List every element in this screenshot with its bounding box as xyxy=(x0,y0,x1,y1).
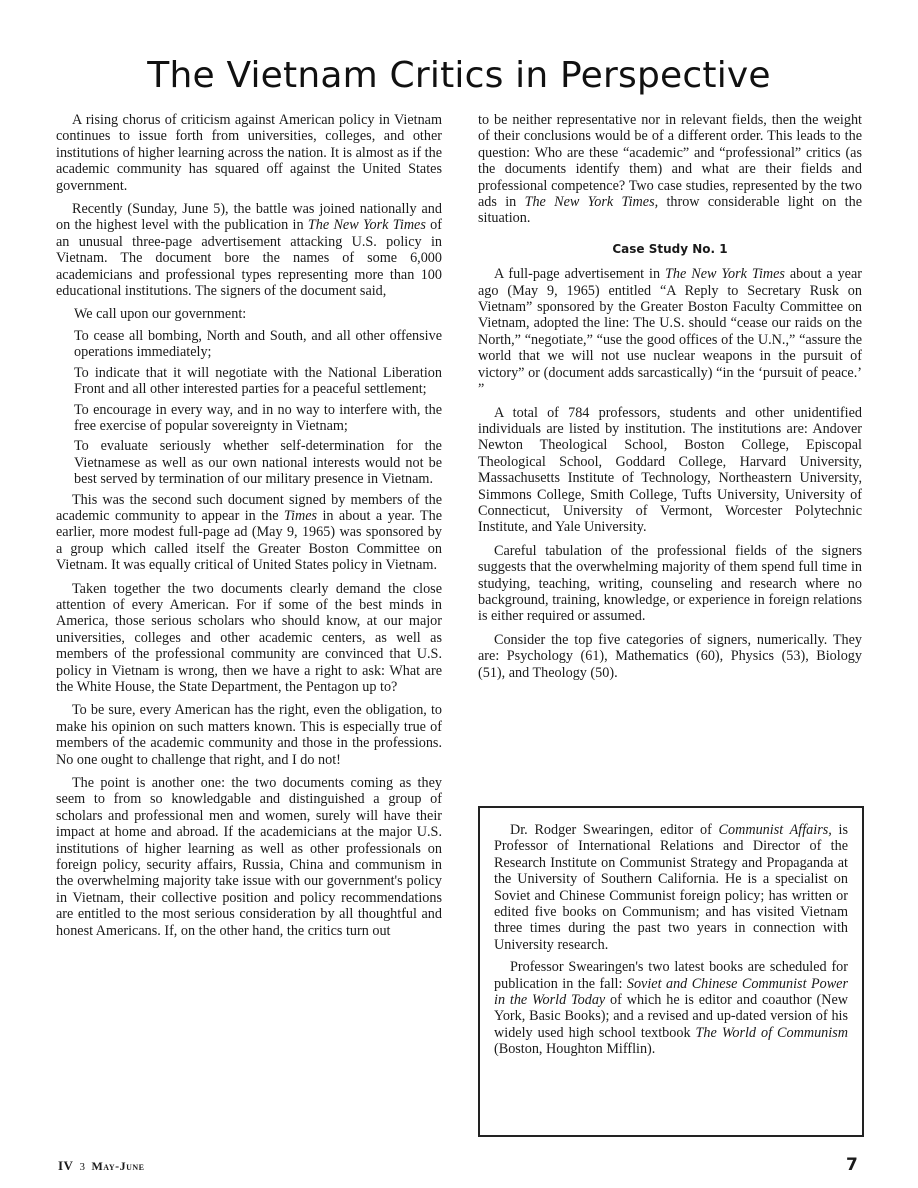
paragraph: Careful tabulation of the professional fields of the signers suggests that the overwhelming majority of them spend full time in studying, teaching, writing, counseling and research where no background, training, knowledge, or experience in foreign relations is either required or assumed. xyxy=(478,542,862,625)
right-column xyxy=(478,112,862,688)
publication-name: The New York Times xyxy=(307,217,426,234)
issue-footer xyxy=(58,1158,145,1174)
paragraph: A rising chorus of criticism against American policy in Vietnam continues to issue forth from universities, colleges, and other institutions of higher learning across the nation. It is almost as if the academic community has squared off against the United States government. xyxy=(56,112,442,194)
bio-paragraph: Dr. Rodger Swearingen, editor of Communist Affairs, is Professor of International Relations and Director of the Research Institute on Communist Strategy and Propaganda at the University of Southern California. He is a specialist on Soviet and Chinese Communist foreign policy; has written or edited five books on Communism; and has visited Vietnam three times during the past two years in connection with University research. xyxy=(494,822,848,953)
issue-number: 3 xyxy=(79,1161,86,1173)
demand-item: To cease all bombing, North and South, and all other offensive operations immediately; xyxy=(74,327,442,361)
author-bio-box xyxy=(478,806,864,1137)
bio-paragraph: Professor Swearingen's two latest books are scheduled for publication in the fall: Soviet and Chinese Communist Power in the World Today of which he is editor and coauthor (New York, Basic Books); and a revised and up-dated version of his widely used high school textbook The World of Communism (Boston, Houghton Mifflin). xyxy=(494,959,848,1058)
page-number: 7 xyxy=(846,1155,858,1175)
left-column xyxy=(56,112,442,946)
paragraph: The point is another one: the two documents coming as they seem to from so knowledgable and distinguished a group of scholars and professional men and women, surely will have their impact at home and abroad. If the academicians at the major U.S. institutions of higher learning as well as other professionals on foreign policy, security affairs, Russia, China and communism in the overwhelming majority take issue with our government's policy in Vietnam, their collective position and policy recommendations are entitled to the most serious consideration by all thoughtful and honest Americans. If, on the other hand, the critics turn out xyxy=(56,775,442,939)
demand-item: To encourage in every way, and in no way to interfere with, the free exercise of popular sovereignty in Vietnam; xyxy=(74,401,442,434)
paragraph: Recently (Sunday, June 5), the battle was joined nationally and on the highest level with the publication in The New York Times of an unusual three-page advertisement attacking U.S. policy in Vietnam. The document bore the names of some 6,000 academicians and professional types representing more than 100 educational institutions. The signers of the document said, xyxy=(56,201,443,300)
paragraph: Consider the top five categories of signers, numerically. They are: Psychology (61), Mathematics (60), Physics (53), Biology (51), and Theology (50). xyxy=(478,631,862,681)
paragraph: A full-page advertisement in The New York Times about a year ago (May 9, 1965) entitled “A Reply to Secretary Rusk on Vietnam” sponsored by the Greater Boston Faculty Committee on Vietnam, adopted the line: The U.S. should “cease our raids on the North,” “negotiate,” “use the good offices of the U.N.,” “assure the world that we will not use nuclear weapons in the pursuit of victory” or (document adds sarcastically) “in the ‘pursuit of peace.’ ” xyxy=(478,266,862,398)
demand-item: To evaluate seriously whether self-determination for the Vietnamese as well as our own national interests would not be best served by termination of our military presence in Vietnam. xyxy=(74,438,442,488)
volume-number: IV xyxy=(58,1158,74,1173)
publication-name: Times xyxy=(283,507,318,524)
paragraph: This was the second such document signed by members of the academic community to appear in the Times in about a year. The earlier, more modest full-page ad (May 9, 1965) was sponsored by a group which called itself the Greater Boston Committee on Vietnam. It was equally critical of United States policy in Vietnam. xyxy=(56,491,442,574)
paragraph: To be sure, every American has the right, even the obligation, to make his opinion on such matters known. This is especially true of members of the academic community and those in the professions. No one ought to challenge that right, and I do not! xyxy=(56,702,442,768)
paragraph: to be neither representative nor in relevant fields, then the weight of their conclusions would be of a different order. This leads to the question: Who are these “academic” and “professional” critics (as the documents identify them) and what are their fields and professional competence? Two case studies, represented by the two ads in The New York Times, throw considerable light on the situation. xyxy=(478,112,862,227)
paragraph: Taken together the two documents clearly demand the close attention of every American. For if some of the best minds in America, those serious scholars who should know, at our major universities, colleges and other academic centers, as well as members of the professional community are convinced that U.S. policy in Vietnam is wrong, then we have a right to ask: What are the White House, the State Department, the Pentagon up to? xyxy=(56,580,442,695)
case-study-heading: Case Study No. 1 xyxy=(612,241,728,256)
publication-name: The New York Times, xyxy=(524,194,659,211)
demands-lead: We call upon our government: xyxy=(74,306,247,323)
article-title: The Vietnam Critics in Perspective xyxy=(147,55,771,96)
publication-name: The New York Times xyxy=(665,266,785,283)
quoted-demands xyxy=(74,306,442,487)
demand-item: To indicate that it will negotiate with the National Liberation Front and all other interested parties for a peaceful settlement; xyxy=(74,364,442,398)
paragraph: A total of 784 professors, students and other unidentified individuals are listed by institution. The institutions are: Andover Newton Theological School, Boston College, Episcopal Theological School, Goddard College, Harvard University, Massachusetts Institute of Technology, Northeastern University, Simmons College, Smith College, Tufts University, University of Connecticut, University of Vermont, Worcester Polytechnic Institute, and Yale University. xyxy=(478,404,862,536)
issue-date: May-June xyxy=(91,1159,145,1173)
